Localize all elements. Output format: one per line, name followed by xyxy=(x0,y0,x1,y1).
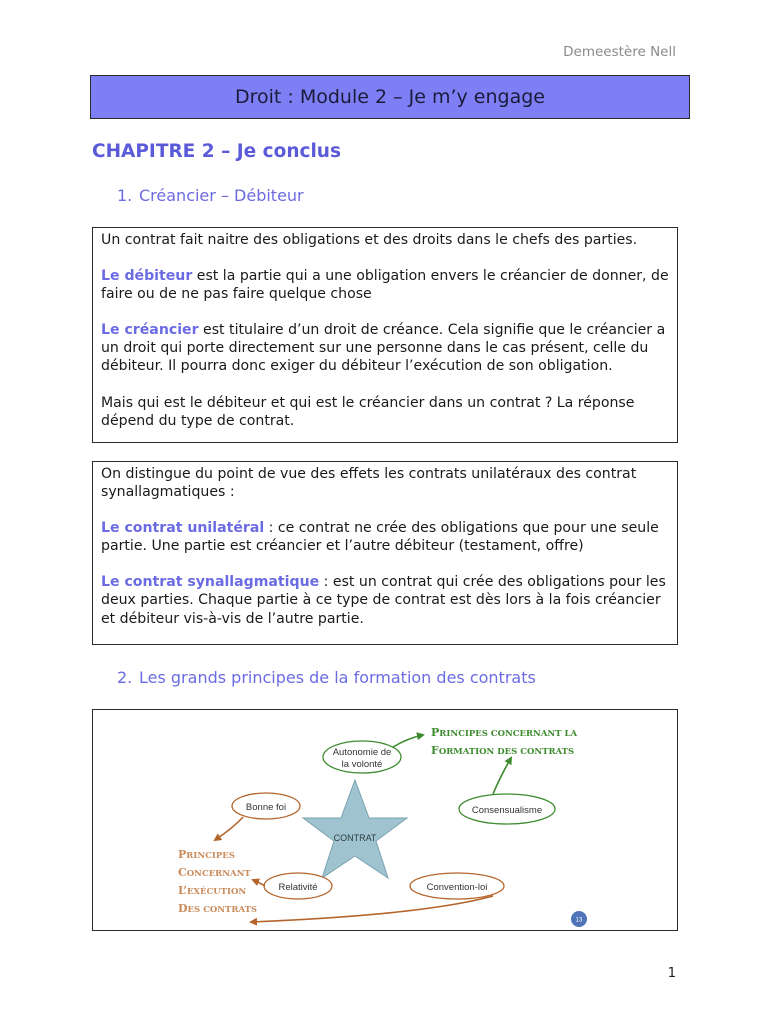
execution-heading-line3 xyxy=(178,884,246,897)
formation-cap-2: F xyxy=(431,744,439,757)
bonne-foi-label: Bonne foi xyxy=(245,802,287,813)
arrow-convention-loi-to-execution xyxy=(251,896,493,922)
synallagmatic-paragraph xyxy=(101,573,669,627)
execution-heading-line1 xyxy=(178,848,235,861)
section-1-title: Créancier – Débiteur xyxy=(139,186,304,205)
synallagmatic-term: Le contrat synallagmatique xyxy=(101,574,320,591)
unilateral-paragraph xyxy=(101,519,669,555)
debiteur-term: Le débiteur xyxy=(101,268,193,285)
creancier-debiteur-box xyxy=(92,227,678,443)
debiteur-definition: est la partie qui a une obligation envers le créancier de donner, de faire ou de ne pas faire quelque chose xyxy=(101,268,669,303)
section-1-number: 1. xyxy=(117,186,133,205)
section-2-number: 2. xyxy=(117,668,133,687)
execution-rest-1: RINCIPES xyxy=(186,851,235,861)
execution-rest-4: ES CONTRATS xyxy=(187,905,258,915)
section-2-title: Les grands principes de la formation des contrats xyxy=(139,668,536,687)
page-number: 1 xyxy=(667,966,676,981)
contract-star-shape xyxy=(303,780,407,878)
unilateral-definition: : ce contrat ne crée des obligations que pour une seule partie. Une partie est créancier et l’autre débiteur (testament, offre) xyxy=(101,520,659,555)
synallagmatic-definition: : est un contrat qui crée des obligations pour les deux parties. Chaque partie à ce type de contrat est dès lors à la fois créancier et débiteur vis-à-vis de l’autre partie. xyxy=(101,574,666,627)
formation-rest-2: ORMATION DES CONTRATS xyxy=(438,747,575,757)
execution-cap-4: D xyxy=(178,902,188,915)
formation-rest-1: RINCIPES CONCERNANT LA xyxy=(439,729,578,739)
execution-rest-3: EXÉCUTION xyxy=(186,887,247,897)
principles-diagram-svg xyxy=(93,710,678,931)
creancier-definition: est titulaire d’un droit de créance. Cela signifie que le créancier a un droit qui porte directement sur une personne dans le cas présent, celle du débiteur. Il pourra donc exiger du débiteur l’exécution de son obligation. xyxy=(101,322,666,375)
execution-heading-line2 xyxy=(178,866,251,879)
module-title-banner xyxy=(90,75,690,119)
execution-heading-line4 xyxy=(178,902,257,915)
module-title: Droit : Module 2 – Je m’y engage xyxy=(234,86,545,108)
box1-intro: Un contrat fait naitre des obligations et des droits dans le chefs des parties. xyxy=(101,232,638,248)
arrow-consensualisme-to-formation xyxy=(493,758,511,794)
execution-rest-2: ONCERNANT xyxy=(186,869,251,879)
box2-intro: On distingue du point de vue des effets les contrats unilatéraux des contrat synallagmatiques : xyxy=(101,466,637,501)
arrow-relativite-to-execution xyxy=(253,880,265,886)
contract-center-label: CONTRAT xyxy=(333,833,377,843)
formation-cap-1: P xyxy=(431,726,440,739)
author-name: Demeestère Nell xyxy=(563,44,676,60)
slide-edge-left xyxy=(93,924,175,931)
section-1-heading xyxy=(117,186,304,205)
contract-types-box xyxy=(92,461,678,645)
relativite-label: Relativité xyxy=(278,882,318,893)
execution-cap-1: P xyxy=(178,848,187,861)
box1-question: Mais qui est le débiteur et qui est le créancier dans un contrat ? La réponse dépend du type de contrat. xyxy=(101,394,635,429)
execution-cap-2: C xyxy=(178,866,187,879)
autonomie-label-1: Autonomie de xyxy=(332,747,392,758)
consensualisme-label: Consensualisme xyxy=(471,805,543,816)
creancier-paragraph xyxy=(101,321,669,375)
arrow-autonomie-to-formation xyxy=(393,735,423,747)
execution-cap-3: L’ xyxy=(178,884,187,897)
formation-heading-line1 xyxy=(431,726,577,739)
debiteur-paragraph xyxy=(101,267,669,303)
section-2-heading xyxy=(117,668,536,687)
chapter-heading: CHAPITRE 2 – Je conclus xyxy=(92,141,341,162)
creancier-term: Le créancier xyxy=(101,322,199,339)
convention-loi-label: Convention-loi xyxy=(426,882,488,893)
unilateral-term: Le contrat unilatéral xyxy=(101,520,265,537)
slide-number: 13 xyxy=(575,917,583,924)
arrow-bonne-foi-to-execution xyxy=(215,817,243,840)
autonomie-label-2: la volonté xyxy=(341,759,383,770)
principles-diagram xyxy=(92,709,678,931)
formation-heading-line2 xyxy=(431,744,574,757)
